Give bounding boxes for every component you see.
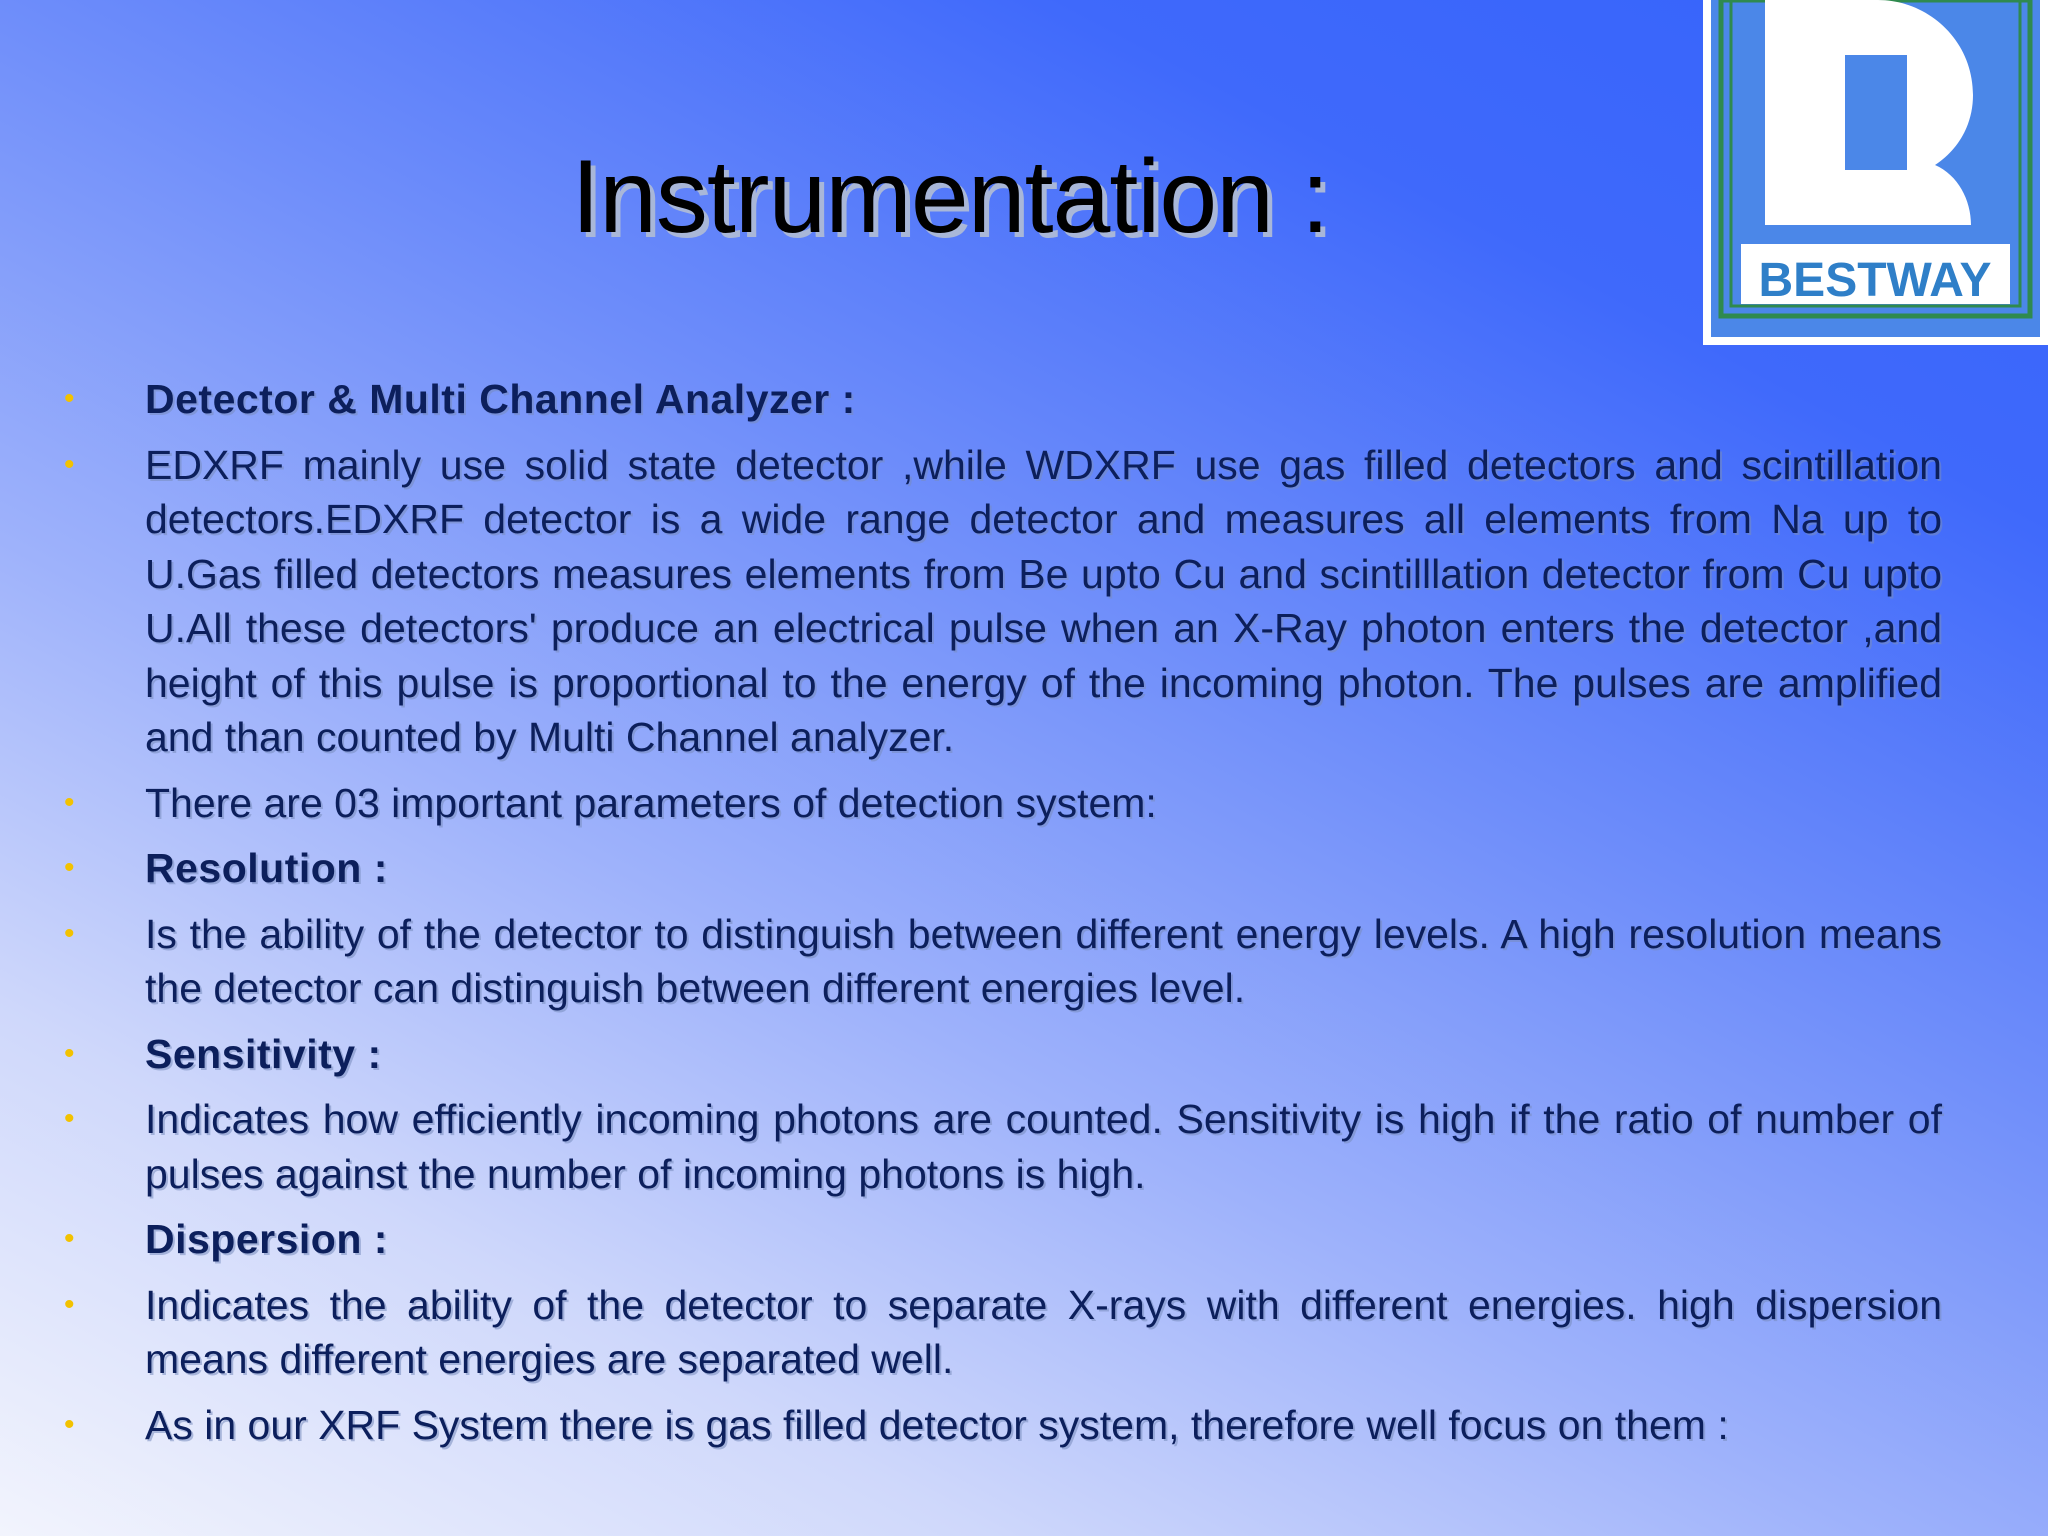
bestway-logo-graphic	[1703, 0, 2048, 345]
bullet-text: Is the ability of the detector to distinguish between different energy levels. A high resolution means the detector can distinguish between different energies level.	[145, 910, 1942, 1011]
bullet-edxrf-description	[64, 438, 1942, 765]
bullet-dot-icon: •	[64, 1222, 76, 1255]
bullet-dot-icon: •	[64, 1036, 76, 1070]
bestway-logo-text: BESTWAY	[1758, 254, 1992, 307]
bullet-dot-icon: •	[64, 785, 75, 819]
bullet-text: EDXRF mainly use solid state detector ,while WDXRF use gas filled detectors and scintillation detectors.EDXRF detector is a wide range detector and measures all elements from Na up to U.Gas filled detectors measures elements from Be upto Cu and scintilllation detector from Cu upto U.All these detectors' produce an electrical pulse when an X-Ray photon enters the detector ,and height of this pulse is proportional to the energy of the incoming photon. The pulses are amplified and than counted by Multi Channel analyzer.	[145, 441, 1942, 760]
bullet-dot-icon: •	[64, 382, 76, 415]
bullet-text: Indicates the ability of the detector to separate X-rays with different energies. high dispersion means different energies are separated well.	[145, 1281, 1942, 1382]
bullet-heading-detector-mca	[64, 372, 1942, 427]
bullet-dot-icon: •	[64, 851, 76, 884]
bullet-sensitivity-description	[64, 1092, 1942, 1201]
bullet-text: Indicates how efficiently incoming photons are counted. Sensitivity is high if the ratio of number of pulses against the number of incoming photons is high.	[145, 1096, 1942, 1197]
bullet-list	[64, 372, 1942, 1463]
bullet-text: Sensitivity :	[145, 1030, 382, 1077]
slide-title: Instrumentation :	[571, 139, 1329, 255]
bullet-heading-resolution	[64, 841, 1942, 896]
bullet-heading-sensitivity	[64, 1027, 1942, 1082]
bestway-logo	[1703, 0, 2048, 345]
bullet-heading-dispersion	[64, 1212, 1942, 1267]
bullet-dot-icon: •	[64, 1287, 75, 1321]
bullet-text: There are 03 important parameters of detection system:	[145, 779, 1157, 826]
bullet-dot-icon: •	[64, 1407, 75, 1441]
bullet-text: Dispersion :	[145, 1216, 388, 1262]
bullet-text: Resolution :	[145, 845, 388, 891]
bullet-parameters-intro	[64, 776, 1942, 831]
bullet-text: Detector & Multi Channel Analyzer :	[145, 376, 856, 422]
bullet-resolution-description	[64, 907, 1942, 1016]
bullet-text: As in our XRF System there is gas filled detector system, therefore well focus on them :	[145, 1401, 1729, 1448]
bullet-dispersion-description	[64, 1278, 1942, 1387]
bullet-dot-icon: •	[64, 916, 75, 950]
bullet-gas-filled-focus	[64, 1398, 1942, 1453]
bullet-dot-icon: •	[64, 447, 75, 481]
bullet-dot-icon: •	[64, 1102, 75, 1135]
